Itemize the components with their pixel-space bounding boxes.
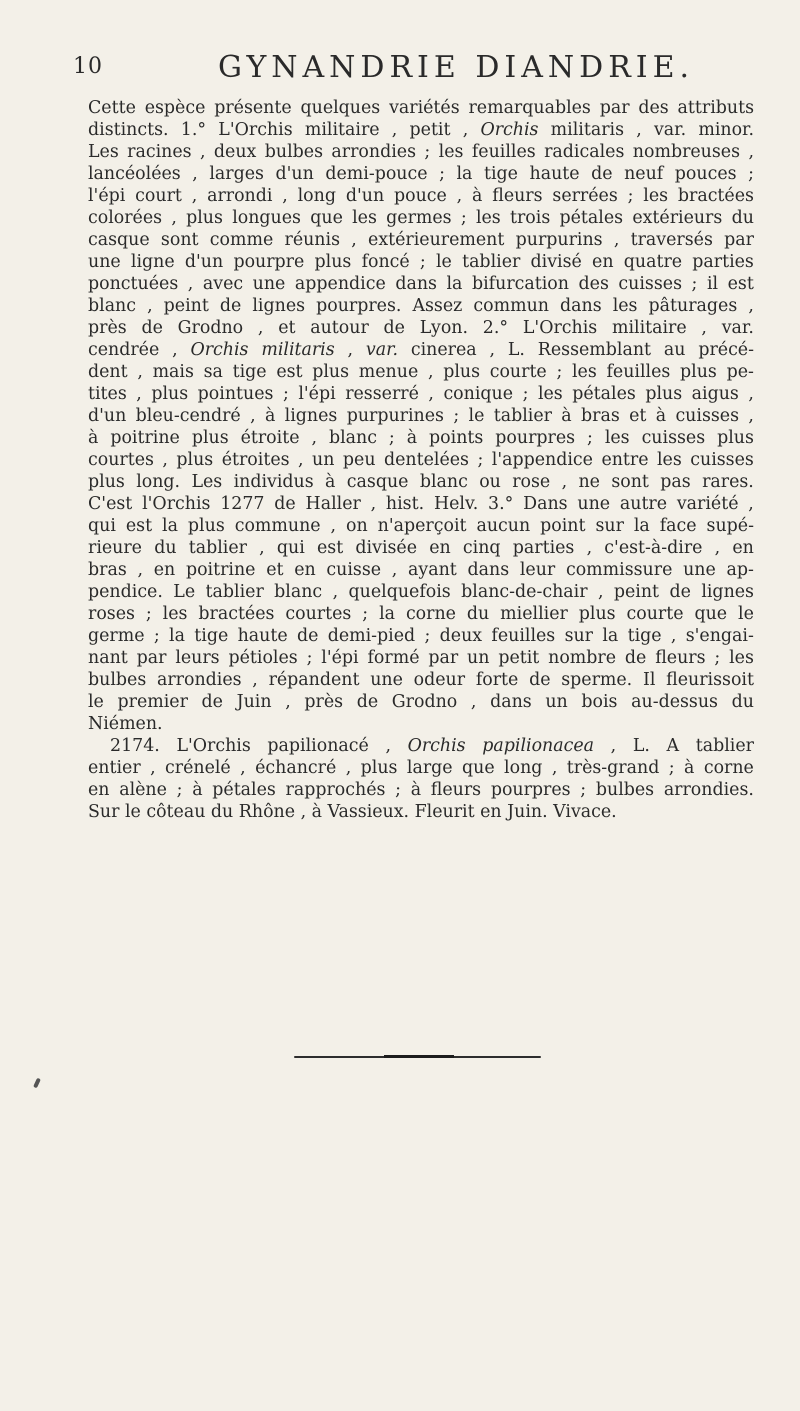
text-line: pendice. Le tablier blanc , quelquefois blanc-de-chair , peint de lignes <box>88 582 754 602</box>
text-line: bulbes arrondies , répandent une odeur forte de sperme. Il fleurissoit <box>88 670 754 690</box>
section-divider-rule <box>294 1056 541 1058</box>
body-text <box>88 97 754 823</box>
text-line: l'épi court , arrondi , long d'un pouce , à fleurs serrées ; les bractées <box>88 186 754 206</box>
text-line: Niémen. <box>88 714 163 734</box>
text-line: germe ; la tige haute de demi-pied ; deux feuilles sur la tige , s'engai- <box>88 626 754 646</box>
text-line: casque sont comme réunis , extérieurement purpurins , traversés par <box>88 230 754 250</box>
text-line: nant par leurs pétioles ; l'épi formé par un petit nombre de fleurs ; les <box>88 648 754 668</box>
page-number: 10 <box>73 54 103 79</box>
text-line: roses ; les bractées courtes ; la corne du miellier plus courte que le <box>88 604 754 624</box>
text-line: près de Grodno , et autour de Lyon. 2.° L'Orchis militaire , var. <box>88 318 754 338</box>
text-line: en alène ; à pétales rapprochés ; à fleurs pourpres ; bulbes arrondies. <box>88 780 754 800</box>
text-line: ponctuées , avec une appendice dans la bifurcation des cuisses ; il est <box>88 274 754 294</box>
text-line: bras , en poitrine et en cuisse , ayant dans leur commissure une ap- <box>88 560 754 580</box>
running-title: GYNANDRIE DIANDRIE. <box>218 50 695 85</box>
text-line: plus long. Les individus à casque blanc ou rose , ne sont pas rares. <box>88 472 754 492</box>
text-line: courtes , plus étroites , un peu dentelées ; l'appendice entre les cuisses <box>88 450 754 470</box>
text-line: entier , crénelé , échancré , plus large que long , très-grand ; à corne <box>88 758 754 778</box>
paper-speck <box>33 1078 41 1089</box>
text-line: colorées , plus longues que les germes ; les trois pétales extérieurs du <box>88 208 754 228</box>
text-line: Cette espèce présente quelques variétés remarquables par des attributs <box>88 98 754 118</box>
text-line: le premier de Juin , près de Grodno , dans un bois au-dessus du <box>88 692 754 712</box>
text-line: dent , mais sa tige est plus menue , plus courte ; les feuilles plus pe- <box>88 362 754 382</box>
text-line: à poitrine plus étroite , blanc ; à points pourpres ; les cuisses plus <box>88 428 754 448</box>
text-line: une ligne d'un pourpre plus foncé ; le tablier divisé en quatre parties <box>88 252 754 272</box>
text-line: Les racines , deux bulbes arrondies ; les feuilles radicales nombreuses , <box>88 142 754 162</box>
text-line: distincts. 1.° L'Orchis militaire , petit , Orchis militaris , var. minor. <box>88 120 754 140</box>
text-line: 2174. L'Orchis papilionacé , Orchis papilionacea , L. A tablier <box>110 736 754 756</box>
text-line: d'un bleu-cendré , à lignes purpurines ; le tablier à bras et à cuisses , <box>88 406 754 426</box>
text-line: lancéolées , larges d'un demi-pouce ; la tige haute de neuf pouces ; <box>88 164 754 184</box>
text-line: blanc , peint de lignes pourpres. Assez commun dans les pâturages , <box>88 296 754 316</box>
text-line: cendrée , Orchis militaris , var. cinerea , L. Ressemblant au précé- <box>88 340 754 360</box>
running-head <box>73 50 753 90</box>
text-line: qui est la plus commune , on n'aperçoit aucun point sur la face supé- <box>88 516 754 536</box>
text-line: rieure du tablier , qui est divisée en cinq parties , c'est-à-dire , en <box>88 538 754 558</box>
text-line: Sur le côteau du Rhône , à Vassieux. Fleurit en Juin. Vivace. <box>88 802 617 822</box>
text-line: C'est l'Orchis 1277 de Haller , hist. Helv. 3.° Dans une autre variété , <box>88 494 754 514</box>
text-line: tites , plus pointues ; l'épi resserré , conique ; les pétales plus aigus , <box>88 384 754 404</box>
